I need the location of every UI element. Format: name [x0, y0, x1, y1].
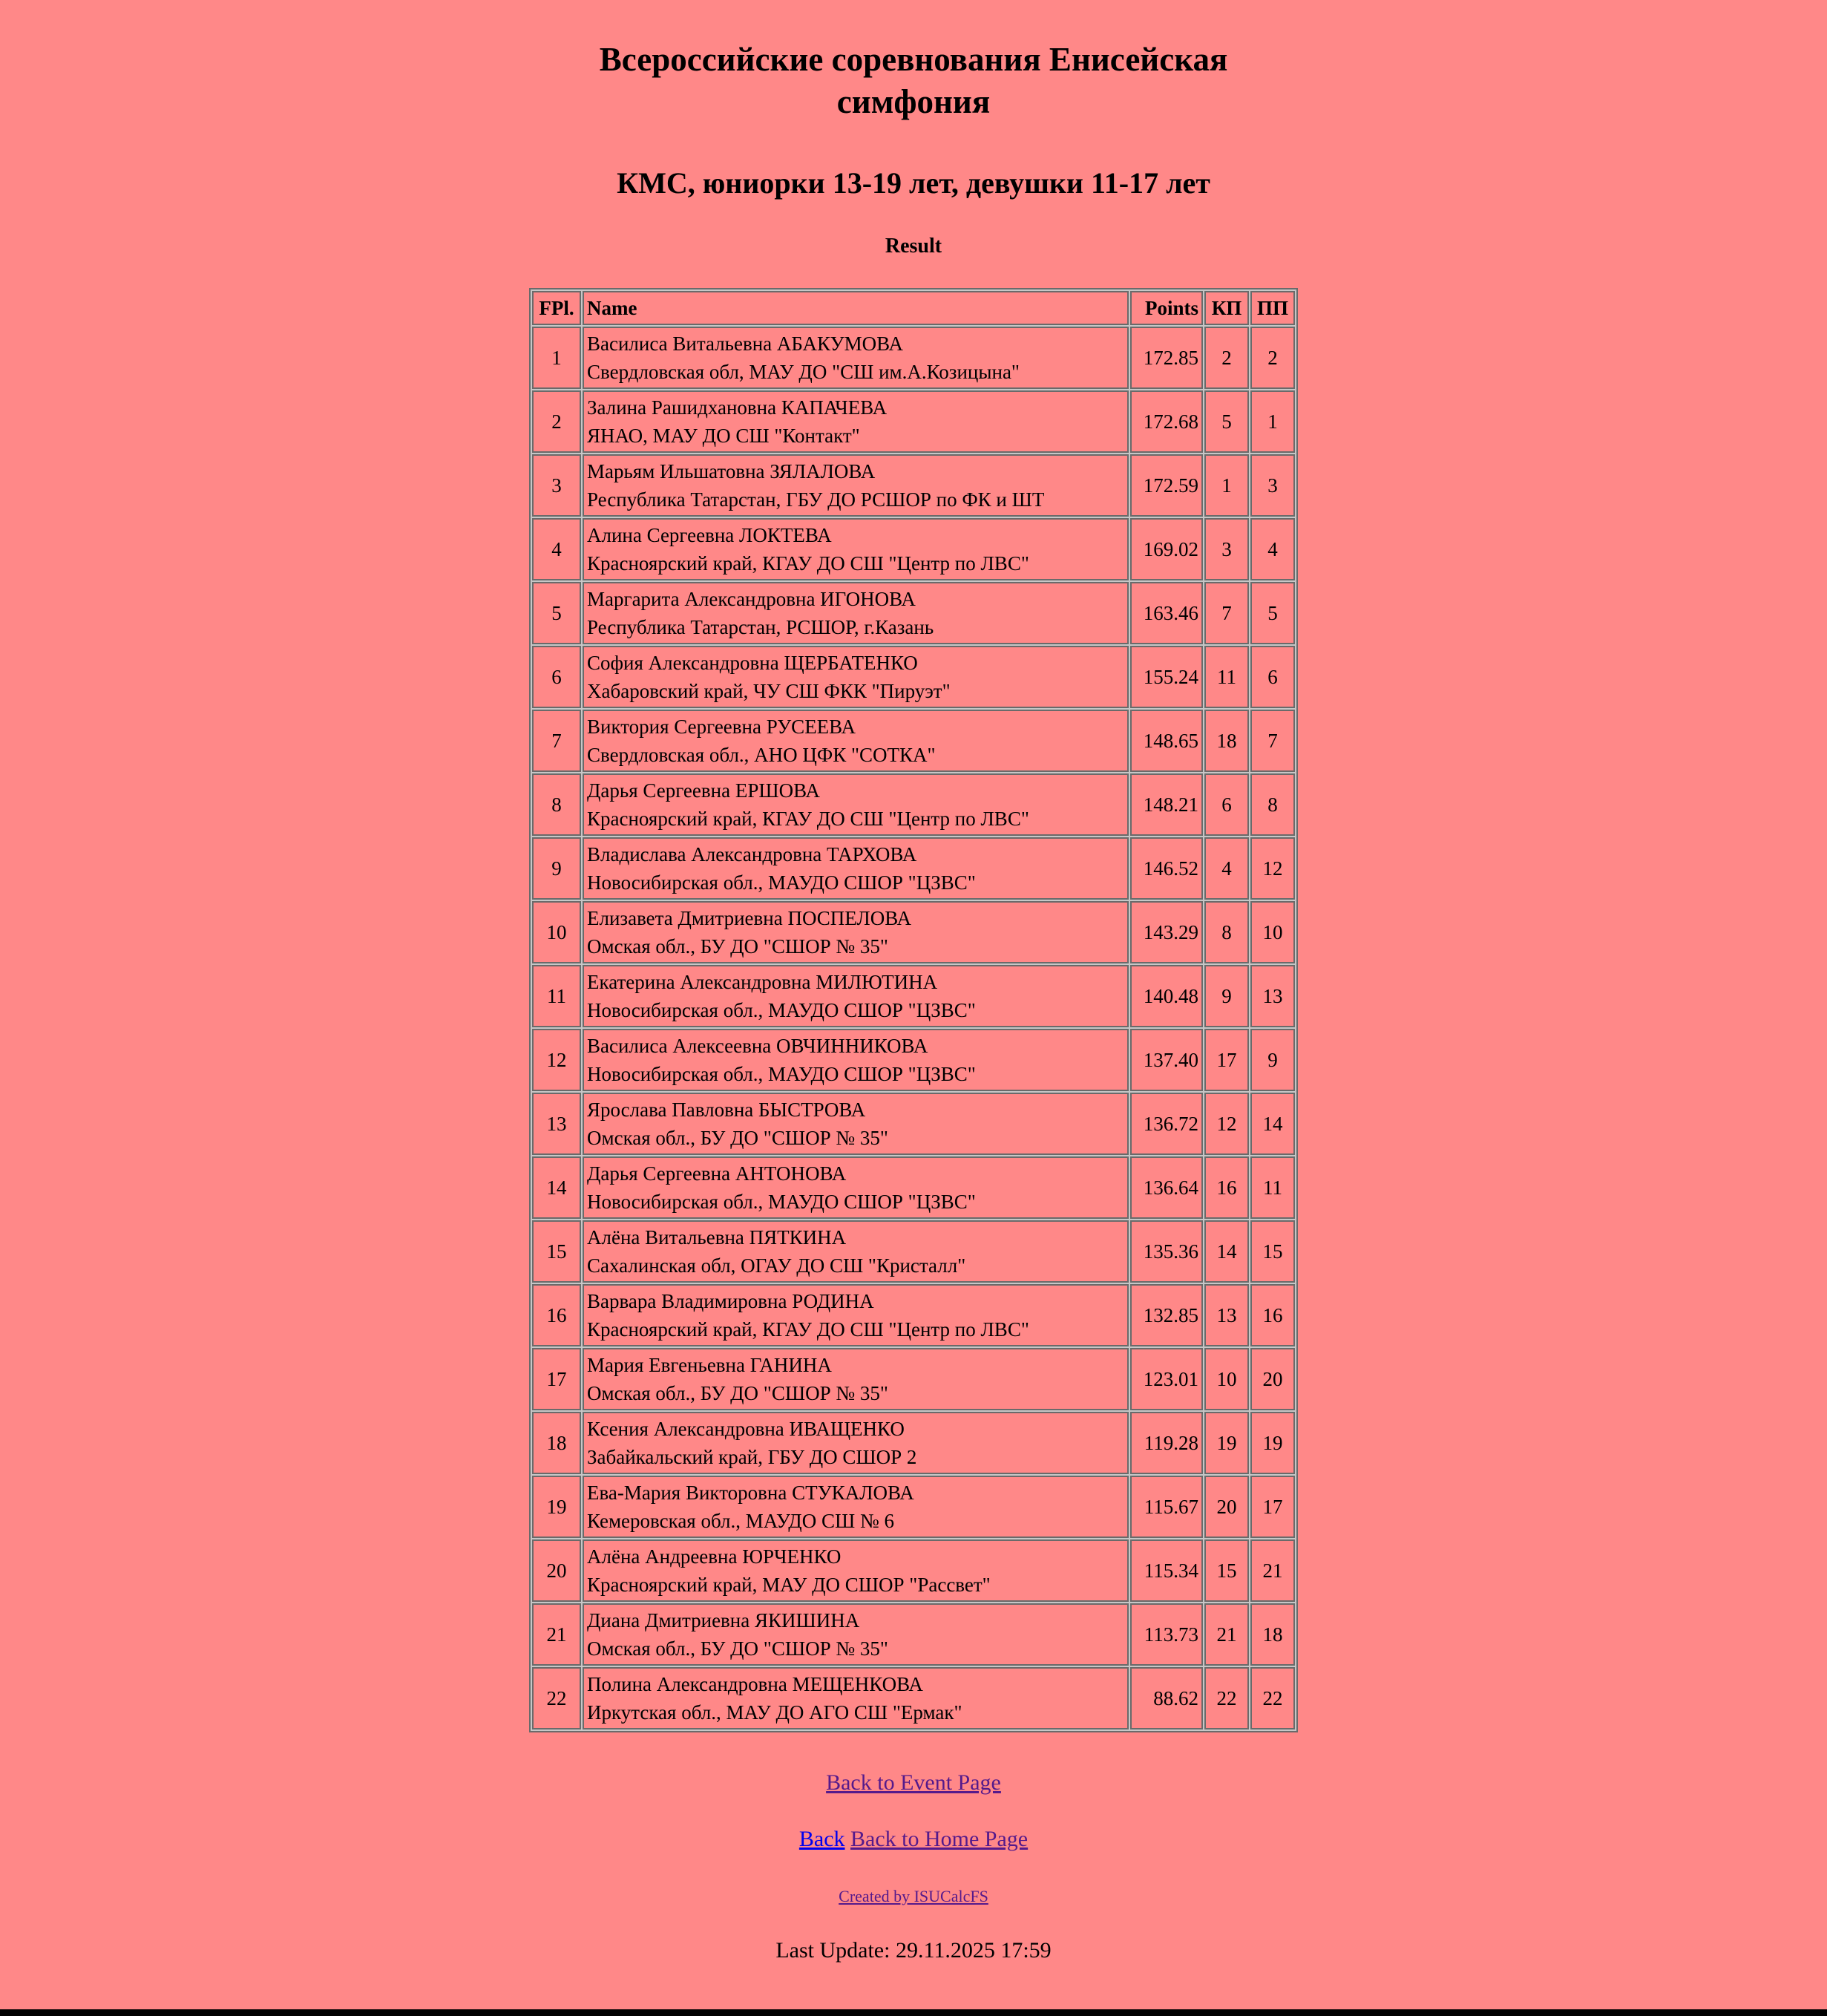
cell-kp: 20 [1204, 1476, 1249, 1538]
back-links-line [0, 1826, 1827, 1853]
results-page [0, 39, 1827, 1964]
cell-name [583, 837, 1129, 900]
cell-pp: 6 [1250, 646, 1295, 708]
skater-club: Красноярский край, МАУ ДО СШОР "Рассвет" [587, 1574, 991, 1596]
back-to-home-link[interactable]: Back to Home Page [850, 1827, 1029, 1851]
cell-points: 146.52 [1130, 837, 1203, 900]
cell-points: 172.68 [1130, 390, 1203, 453]
skater-club: Республика Татарстан, ГБУ ДО РСШОР по ФК и ШТ [587, 488, 1045, 511]
cell-pp: 8 [1250, 773, 1295, 836]
cell-name [583, 1348, 1129, 1410]
cell-points: 88.62 [1130, 1667, 1203, 1729]
header-kp: КП [1204, 291, 1249, 325]
cell-place: 10 [532, 901, 581, 963]
cell-pp: 2 [1250, 327, 1295, 389]
skater-name: Ярослава Павловна БЫСТРОВА [587, 1099, 866, 1121]
cell-name [583, 454, 1129, 517]
cell-points: 155.24 [1130, 646, 1203, 708]
header-points: Points [1130, 291, 1203, 325]
skater-name: Елизавета Дмитриевна ПОСПЕЛОВА [587, 907, 912, 929]
table-row [532, 837, 1295, 900]
cell-pp: 22 [1250, 1667, 1295, 1729]
cell-place: 8 [532, 773, 581, 836]
cell-place: 6 [532, 646, 581, 708]
cell-name [583, 1603, 1129, 1666]
cell-points: 136.72 [1130, 1093, 1203, 1155]
skater-name: Марьям Ильшатовна ЗЯЛАЛОВА [587, 460, 876, 482]
skater-name: Залина Рашидхановна КАПАЧЕВА [587, 396, 888, 419]
skater-club: Новосибирская обл., МАУДО СШОР "ЦЗВС" [587, 1191, 976, 1213]
page-title-line2: симфония [836, 83, 991, 120]
cell-place: 7 [532, 710, 581, 772]
skater-club: ЯНАО, МАУ ДО СШ "Контакт" [587, 425, 860, 447]
cell-points: 140.48 [1130, 965, 1203, 1027]
cell-points: 172.85 [1130, 327, 1203, 389]
table-row [532, 965, 1295, 1027]
table-row [532, 390, 1295, 453]
cell-name [583, 1667, 1129, 1729]
cell-kp: 13 [1204, 1284, 1249, 1346]
category-title: КМС, юниорки 13-19 лет, девушки 11-17 лет [617, 166, 1210, 200]
skater-name: Дарья Сергеевна АНТОНОВА [587, 1162, 847, 1185]
cell-kp: 11 [1204, 646, 1249, 708]
cell-points: 136.64 [1130, 1156, 1203, 1219]
cell-kp: 18 [1204, 710, 1249, 772]
cell-name [583, 1539, 1129, 1602]
cell-place: 2 [532, 390, 581, 453]
cell-kp: 16 [1204, 1156, 1249, 1219]
header-pp: ПП [1250, 291, 1295, 325]
cell-points: 148.21 [1130, 773, 1203, 836]
cell-place: 21 [532, 1603, 581, 1666]
created-by-link[interactable]: Created by ISUCalcFS [839, 1887, 988, 1905]
cell-place: 18 [532, 1412, 581, 1474]
cell-points: 119.28 [1130, 1412, 1203, 1474]
skater-name: Варвара Владимировна РОДИНА [587, 1290, 874, 1312]
cell-name [583, 1093, 1129, 1155]
cell-name [583, 901, 1129, 963]
back-link[interactable]: Back [798, 1827, 845, 1851]
skater-name: Екатерина Александровна МИЛЮТИНА [587, 971, 938, 993]
cell-kp: 10 [1204, 1348, 1249, 1410]
cell-points: 172.59 [1130, 454, 1203, 517]
cell-points: 143.29 [1130, 901, 1203, 963]
cell-place: 4 [532, 518, 581, 580]
cell-name [583, 965, 1129, 1027]
cell-points: 115.67 [1130, 1476, 1203, 1538]
cell-kp: 5 [1204, 390, 1249, 453]
cell-place: 5 [532, 582, 581, 644]
cell-place: 17 [532, 1348, 581, 1410]
cell-kp: 19 [1204, 1412, 1249, 1474]
skater-name: Дарья Сергеевна ЕРШОВА [587, 779, 820, 802]
cell-kp: 3 [1204, 518, 1249, 580]
skater-club: Новосибирская обл., МАУДО СШОР "ЦЗВС" [587, 999, 976, 1021]
skater-name: Алёна Витальевна ПЯТКИНА [587, 1226, 847, 1248]
cell-pp: 12 [1250, 837, 1295, 900]
cell-place: 14 [532, 1156, 581, 1219]
cell-pp: 19 [1250, 1412, 1295, 1474]
cell-pp: 20 [1250, 1348, 1295, 1410]
table-row [532, 1476, 1295, 1538]
cell-pp: 14 [1250, 1093, 1295, 1155]
cell-name [583, 1220, 1129, 1283]
cell-points: 163.46 [1130, 582, 1203, 644]
skater-name: Виктория Сергеевна РУСЕЕВА [587, 716, 856, 738]
cell-place: 19 [532, 1476, 581, 1538]
skater-club: Хабаровский край, ЧУ СШ ФКК "Пируэт" [587, 680, 951, 702]
back-to-event-line [0, 1770, 1827, 1796]
table-row [532, 1667, 1295, 1729]
cell-pp: 13 [1250, 965, 1295, 1027]
skater-name: Полина Александровна МЕЩЕНКОВА [587, 1673, 923, 1695]
cell-points: 132.85 [1130, 1284, 1203, 1346]
cell-pp: 15 [1250, 1220, 1295, 1283]
cell-points: 123.01 [1130, 1348, 1203, 1410]
cell-name [583, 1284, 1129, 1346]
page-title [0, 39, 1827, 123]
table-row [532, 901, 1295, 963]
cell-place: 11 [532, 965, 581, 1027]
skater-club: Свердловская обл., АНО ЦФК "СОТКА" [587, 744, 936, 766]
cell-points: 113.73 [1130, 1603, 1203, 1666]
cell-kp: 2 [1204, 327, 1249, 389]
cell-place: 9 [532, 837, 581, 900]
cell-kp: 12 [1204, 1093, 1249, 1155]
cell-pp: 4 [1250, 518, 1295, 580]
cell-name [583, 710, 1129, 772]
results-table [529, 288, 1298, 1732]
cell-name [583, 1029, 1129, 1091]
cell-kp: 17 [1204, 1029, 1249, 1091]
cell-points: 148.65 [1130, 710, 1203, 772]
cell-place: 3 [532, 454, 581, 517]
page-title-line1: Всероссийские соревнования Енисейская [599, 41, 1228, 78]
created-by-line [0, 1887, 1827, 1906]
cell-pp: 5 [1250, 582, 1295, 644]
skater-name: Диана Дмитриевна ЯКИШИНА [587, 1609, 860, 1632]
cell-kp: 21 [1204, 1603, 1249, 1666]
table-row [532, 1156, 1295, 1219]
table-row [532, 1284, 1295, 1346]
cell-kp: 22 [1204, 1667, 1249, 1729]
section-heading: Result [885, 235, 942, 258]
table-row [532, 1412, 1295, 1474]
table-row [532, 1539, 1295, 1602]
skater-name: Василиса Алексеевна ОВЧИННИКОВА [587, 1035, 928, 1057]
skater-club: Свердловская обл, МАУ ДО "СШ им.А.Козицына" [587, 361, 1020, 383]
cell-place: 1 [532, 327, 581, 389]
skater-club: Сахалинская обл, ОГАУ ДО СШ "Кристалл" [587, 1254, 966, 1277]
cell-name [583, 518, 1129, 580]
bottom-bar [0, 2009, 1827, 2016]
skater-club: Кемеровская обл., МАУДО СШ № 6 [587, 1510, 894, 1532]
skater-club: Омская обл., БУ ДО "СШОР № 35" [587, 1637, 888, 1660]
skater-name: Мария Евгеньевна ГАНИНА [587, 1354, 832, 1376]
cell-name [583, 1412, 1129, 1474]
cell-name [583, 646, 1129, 708]
skater-name: Алина Сергеевна ЛОКТЕВА [587, 524, 832, 546]
skater-club: Омская обл., БУ ДО "СШОР № 35" [587, 1382, 888, 1404]
cell-points: 135.36 [1130, 1220, 1203, 1283]
back-to-event-link[interactable]: Back to Event Page [826, 1770, 1001, 1795]
table-row [532, 646, 1295, 708]
last-update: Last Update: 29.11.2025 17:59 [775, 1938, 1052, 1963]
cell-kp: 9 [1204, 965, 1249, 1027]
table-row [532, 1093, 1295, 1155]
skater-club: Омская обл., БУ ДО "СШОР № 35" [587, 935, 888, 958]
cell-name [583, 327, 1129, 389]
cell-kp: 15 [1204, 1539, 1249, 1602]
cell-place: 20 [532, 1539, 581, 1602]
cell-kp: 6 [1204, 773, 1249, 836]
cell-pp: 1 [1250, 390, 1295, 453]
skater-club: Республика Татарстан, РСШОР, г.Казань [587, 616, 934, 638]
skater-club: Омская обл., БУ ДО "СШОР № 35" [587, 1127, 888, 1149]
cell-place: 15 [532, 1220, 581, 1283]
skater-club: Новосибирская обл., МАУДО СШОР "ЦЗВС" [587, 871, 976, 894]
skater-name: Василиса Витальевна АБАКУМОВА [587, 333, 903, 355]
table-row [532, 1348, 1295, 1410]
skater-name: Владислава Александровна ТАРХОВА [587, 843, 917, 865]
skater-name: Ева-Мария Викторовна СТУКАЛОВА [587, 1482, 914, 1504]
cell-place: 12 [532, 1029, 581, 1091]
cell-pp: 18 [1250, 1603, 1295, 1666]
cell-pp: 3 [1250, 454, 1295, 517]
skater-name: Алёна Андреевна ЮРЧЕНКО [587, 1545, 842, 1568]
skater-name: Маргарита Александровна ИГОНОВА [587, 588, 916, 610]
table-row [532, 454, 1295, 517]
skater-name: Ксения Александровна ИВАЩЕНКО [587, 1418, 905, 1440]
cell-pp: 10 [1250, 901, 1295, 963]
cell-kp: 4 [1204, 837, 1249, 900]
cell-kp: 14 [1204, 1220, 1249, 1283]
cell-name [583, 582, 1129, 644]
cell-pp: 16 [1250, 1284, 1295, 1346]
table-header-row [532, 291, 1295, 325]
cell-points: 137.40 [1130, 1029, 1203, 1091]
skater-club: Красноярский край, КГАУ ДО СШ "Центр по ЛВС" [587, 808, 1029, 830]
cell-name [583, 773, 1129, 836]
cell-kp: 7 [1204, 582, 1249, 644]
cell-kp: 1 [1204, 454, 1249, 517]
cell-place: 13 [532, 1093, 581, 1155]
cell-place: 22 [532, 1667, 581, 1729]
cell-points: 115.34 [1130, 1539, 1203, 1602]
skater-club: Забайкальский край, ГБУ ДО СШОР 2 [587, 1446, 917, 1468]
table-row [532, 1603, 1295, 1666]
cell-points: 169.02 [1130, 518, 1203, 580]
table-row [532, 518, 1295, 580]
cell-pp: 11 [1250, 1156, 1295, 1219]
skater-club: Новосибирская обл., МАУДО СШОР "ЦЗВС" [587, 1063, 976, 1085]
cell-name [583, 1476, 1129, 1538]
cell-pp: 7 [1250, 710, 1295, 772]
cell-pp: 9 [1250, 1029, 1295, 1091]
skater-club: Красноярский край, КГАУ ДО СШ "Центр по ЛВС" [587, 552, 1029, 575]
table-row [532, 773, 1295, 836]
cell-name [583, 1156, 1129, 1219]
cell-place: 16 [532, 1284, 581, 1346]
cell-kp: 8 [1204, 901, 1249, 963]
skater-name: София Александровна ЩЕРБАТЕНКО [587, 652, 918, 674]
table-row [532, 1220, 1295, 1283]
table-row [532, 582, 1295, 644]
cell-pp: 21 [1250, 1539, 1295, 1602]
table-row [532, 1029, 1295, 1091]
cell-name [583, 390, 1129, 453]
skater-club: Иркутская обл., МАУ ДО АГО СШ "Ермак" [587, 1701, 962, 1724]
skater-club: Красноярский край, КГАУ ДО СШ "Центр по ЛВС" [587, 1318, 1029, 1341]
header-fpl: FPl. [532, 291, 581, 325]
table-row [532, 327, 1295, 389]
cell-pp: 17 [1250, 1476, 1295, 1538]
header-name: Name [583, 291, 1129, 325]
table-row [532, 710, 1295, 772]
